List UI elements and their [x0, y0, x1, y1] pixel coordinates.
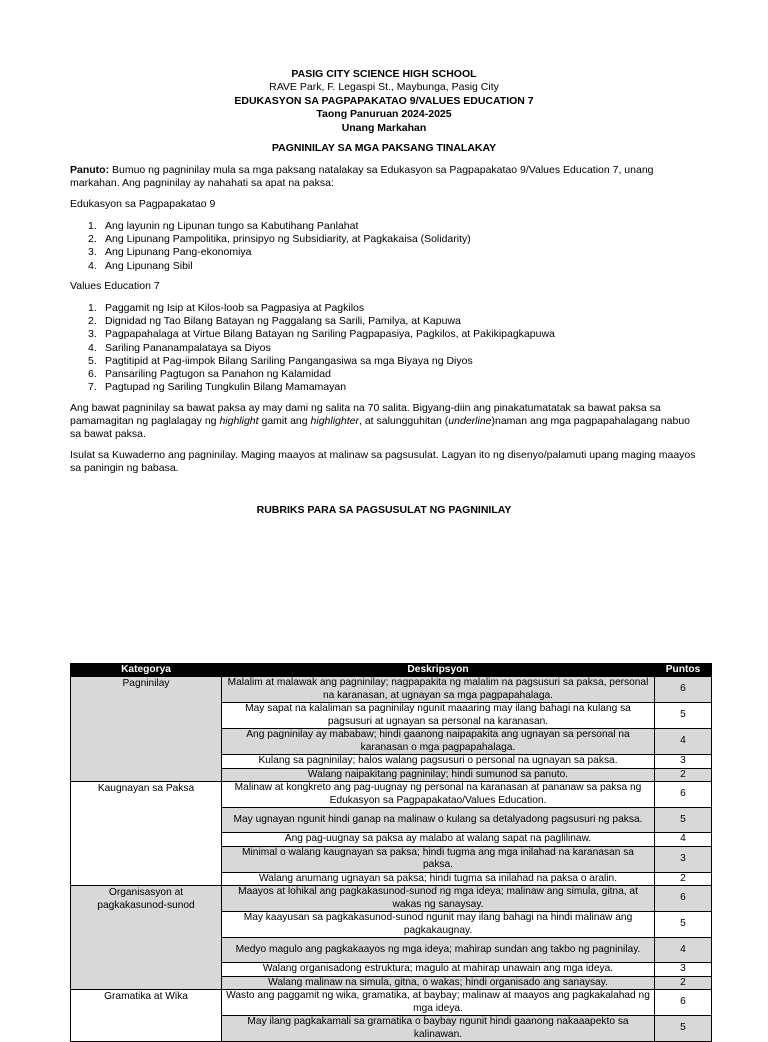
instructions-paragraph: [70, 164, 700, 190]
description-cell: May kaayusan sa pagkakasunod-sunod ngunit may ilang bahagi na hindi malinaw ang pagkakaugnay.: [222, 912, 655, 938]
list-item: 3. Pagpapahalaga at Virtue Bilang Batayan ng Sariling Pagpapasiya, Pagkilos, at Pakikipagkapuwa: [88, 328, 555, 341]
table-header-row: [71, 664, 712, 677]
list-item: 6. Pansariling Pagtugon sa Panahon ng Kalamidad: [88, 368, 331, 381]
points-cell: 5: [655, 1016, 712, 1042]
list-item-text: Pansariling Pagtugon sa Panahon ng Kalamidad: [105, 368, 331, 381]
category-cell: Organisasyon at pagkakasunod-sunod: [71, 886, 222, 990]
list-item-text: Sariling Pananampalataya sa Diyos: [105, 341, 271, 354]
quarter-label: Unang Markahan: [341, 121, 427, 134]
description-cell: Ang pagninilay ay mababaw; hindi gaanong naipapakita ang ugnayan sa personal na karanasan o mga pagpapahalaga.: [222, 729, 655, 755]
subject-title: EDUKASYON SA PAGPAPAKATAO 9/VALUES EDUCATION 7: [234, 94, 534, 107]
description-cell: Minimal o walang kaugnayan sa paksa; hindi tugma ang mga inilahad na karanasan sa paksa.: [222, 846, 655, 872]
table-row: [71, 782, 712, 808]
points-cell: 5: [655, 703, 712, 729]
list-item-text: Ang Lipunang Sibil: [105, 259, 193, 272]
list-item-text: Ang layunin ng Lipunan tungo sa Kabutihang Panlahat: [105, 220, 359, 232]
ve7-list: [70, 302, 700, 394]
list-item-text: Ang Lipunang Pang-ekonomiya: [105, 246, 252, 259]
list-item: 2. Dignidad ng Tao Bilang Batayan ng Paggalang sa Sarili, Pamilya, at Kapuwa: [88, 315, 461, 328]
description-cell: Walang malinaw na simula, gitna, o wakas; hindi organisado ang sanaysay.: [222, 976, 655, 990]
description-cell: Malinaw at kongkreto ang pag-uugnay ng personal na karanasan at pananaw sa paksa ng Edukasyon sa Pagpapakatao/Values Education.: [222, 782, 655, 808]
list-item: 3. Ang Lipunang Pang-ekonomiya: [88, 246, 252, 259]
rubrics-title: RUBRIKS PARA SA PAGSUSULAT NG PAGNINILAY: [256, 504, 512, 516]
school-year: Taong Panuruan 2024-2025: [316, 108, 452, 121]
description-cell: May sapat na kalaliman sa pagninilay ngunit maaaring may ilang bahagi na kulang sa pagsusuri at ugnayan sa personal na karanasan.: [222, 703, 655, 729]
school-name: PASIG CITY SCIENCE HIGH SCHOOL: [291, 68, 477, 80]
list-item-text: Pagtupad ng Sariling Tungkulin Bilang Mamamayan: [105, 381, 347, 394]
description-cell: Maayos at lohikal ang pagkakasunod-sunod ng mga ideya; malinaw ang simula, gitna, at wakas ng sanaysay.: [222, 886, 655, 912]
points-cell: 3: [655, 963, 712, 977]
category-cell: Pagninilay: [71, 677, 222, 782]
emphasis-text: highlighter: [310, 415, 359, 428]
list-item-text: Pagpapahalaga at Virtue Bilang Batayan ng Sariling Pagpapasiya, Pagkilos, at Pakikipagkapuwa: [105, 328, 555, 341]
list-item: 5. Pagtitipid at Pag-iimpok Bilang Sariling Pangangasiwa sa mga Biyaya ng Diyos: [88, 354, 473, 367]
header-puntos: Puntos: [655, 664, 712, 677]
writing-instructions-paragraph: Isulat sa Kuwaderno ang pagninilay. Maging maayos at malinaw sa pagsusulat. Lagyan ito ng disenyo/palamuti upang maging maayos sa paningin ng babasa.: [70, 449, 696, 475]
list-item: 4. Ang Lipunang Sibil: [88, 259, 193, 272]
points-cell: 4: [655, 729, 712, 755]
document-header: [0, 68, 768, 135]
word-count-paragraph: [70, 402, 700, 442]
list-item-text: Dignidad ng Tao Bilang Batayan ng Paggalang sa Sarili, Pamilya, at Kapuwa: [105, 315, 461, 328]
table-row: [71, 677, 712, 703]
description-cell: May ilang pagkakamali sa gramatika o baybay ngunit hindi gaanong nakaaapekto sa kalinawan.: [222, 1016, 655, 1042]
school-address: RAVE Park, F. Legaspi St., Maybunga, Pasig City: [269, 81, 499, 94]
description-cell: Malalim at malawak ang pagninilay; nagpapakita ng malalim na pagsusuri sa paksa, personal na karanasan, at ugnayan sa mga pagpapahalaga.: [222, 677, 655, 703]
paragraph-text: Ang bawat pagninilay sa bawat paksa ay may dami ng salita na 70 salita. Bigyang-diin ang pinakatumatatak sa bawat paksa sa pamamagitan ng paglalagay ng: [70, 402, 661, 428]
list-item-text: Paggamit ng Isip at Kilos-loob sa Pagpasiya at Pagkilos: [105, 302, 365, 314]
emphasis-text: underline: [448, 415, 492, 428]
points-cell: 2: [655, 976, 712, 990]
points-cell: 6: [655, 782, 712, 808]
list-item: 2. Ang Lipunang Pampolitika, prinsipyo ng Subsidiarity, at Pagkakaisa (Solidarity): [88, 233, 471, 246]
description-cell: Ang pag-uugnay sa paksa ay malabo at walang sapat na paglilinaw.: [222, 833, 655, 847]
esp9-list: [70, 220, 700, 273]
table-row: [71, 886, 712, 912]
points-cell: 3: [655, 755, 712, 769]
header-kategorya: Kategorya: [71, 664, 222, 677]
description-cell: May ugnayan ngunit hindi ganap na malinaw o kulang sa detalyadong pagsusuri ng paksa.: [222, 808, 655, 833]
points-cell: 6: [655, 990, 712, 1016]
points-cell: 4: [655, 833, 712, 847]
description-cell: Kulang sa pagninilay; halos walang pagsusuri o personal na ugnayan sa paksa.: [222, 755, 655, 769]
description-cell: Walang organisadong estruktura; magulo at mahirap unawain ang mga ideya.: [222, 963, 655, 977]
points-cell: 6: [655, 677, 712, 703]
emphasis-text: highlight: [219, 415, 259, 428]
header-deskripsyon: Deskripsyon: [222, 664, 655, 677]
points-cell: 5: [655, 912, 712, 938]
list-item: 1. Ang layunin ng Lipunan tungo sa Kabutihang Panlahat: [88, 220, 359, 232]
points-cell: 5: [655, 808, 712, 833]
points-cell: 2: [655, 872, 712, 886]
document-title: PAGNINILAY SA MGA PAKSANG TINALAKAY: [271, 142, 497, 154]
esp9-heading: Edukasyon sa Pagpapakatao 9: [70, 198, 216, 210]
points-cell: 6: [655, 886, 712, 912]
category-cell: Gramatika at Wika: [71, 990, 222, 1042]
rubrics-table: [70, 663, 712, 1042]
paragraph-text: gamit ang: [258, 415, 311, 428]
list-item: 1. Paggamit ng Isip at Kilos-loob sa Pagpasiya at Pagkilos: [88, 302, 365, 314]
paragraph-text: )naman ang mga pagpapahalagang nabuo sa bawat paksa.: [70, 415, 691, 441]
description-cell: Walang naipakitang pagninilay; hindi sumunod sa panuto.: [222, 768, 655, 782]
description-cell: Walang anumang ugnayan sa paksa; hindi tugma sa inilahad na paksa o aralin.: [222, 872, 655, 886]
list-item: 7. Pagtupad ng Sariling Tungkulin Bilang Mamamayan: [88, 381, 347, 394]
table-row: [71, 990, 712, 1016]
points-cell: 2: [655, 768, 712, 782]
ve7-heading: Values Education 7: [70, 280, 160, 292]
instructions-text: Bumuo ng pagninilay mula sa mga paksang natalakay sa Edukasyon sa Pagpapakatao 9/Values Education 7, unang markahan. Ang pagninilay ay nahahati sa apat na paksa:: [70, 164, 654, 190]
instructions-label: Panuto:: [70, 164, 110, 176]
list-item-text: Ang Lipunang Pampolitika, prinsipyo ng Subsidiarity, at Pagkakaisa (Solidarity): [105, 233, 471, 246]
list-item: 4. Sariling Pananampalataya sa Diyos: [88, 341, 271, 354]
paragraph-text: , at salungguhitan (: [358, 415, 449, 428]
description-cell: Medyo magulo ang pagkakaayos ng mga ideya; mahirap sundan ang takbo ng pagninilay.: [222, 938, 655, 963]
list-item-text: Pagtitipid at Pag-iimpok Bilang Sariling Pangangasiwa sa mga Biyaya ng Diyos: [105, 354, 473, 367]
description-cell: Wasto ang paggamit ng wika, gramatika, at baybay; malinaw at maayos ang pagkakalahad ng mga ideya.: [222, 990, 655, 1016]
points-cell: 4: [655, 938, 712, 963]
points-cell: 3: [655, 846, 712, 872]
category-cell: Kaugnayan sa Paksa: [71, 782, 222, 886]
